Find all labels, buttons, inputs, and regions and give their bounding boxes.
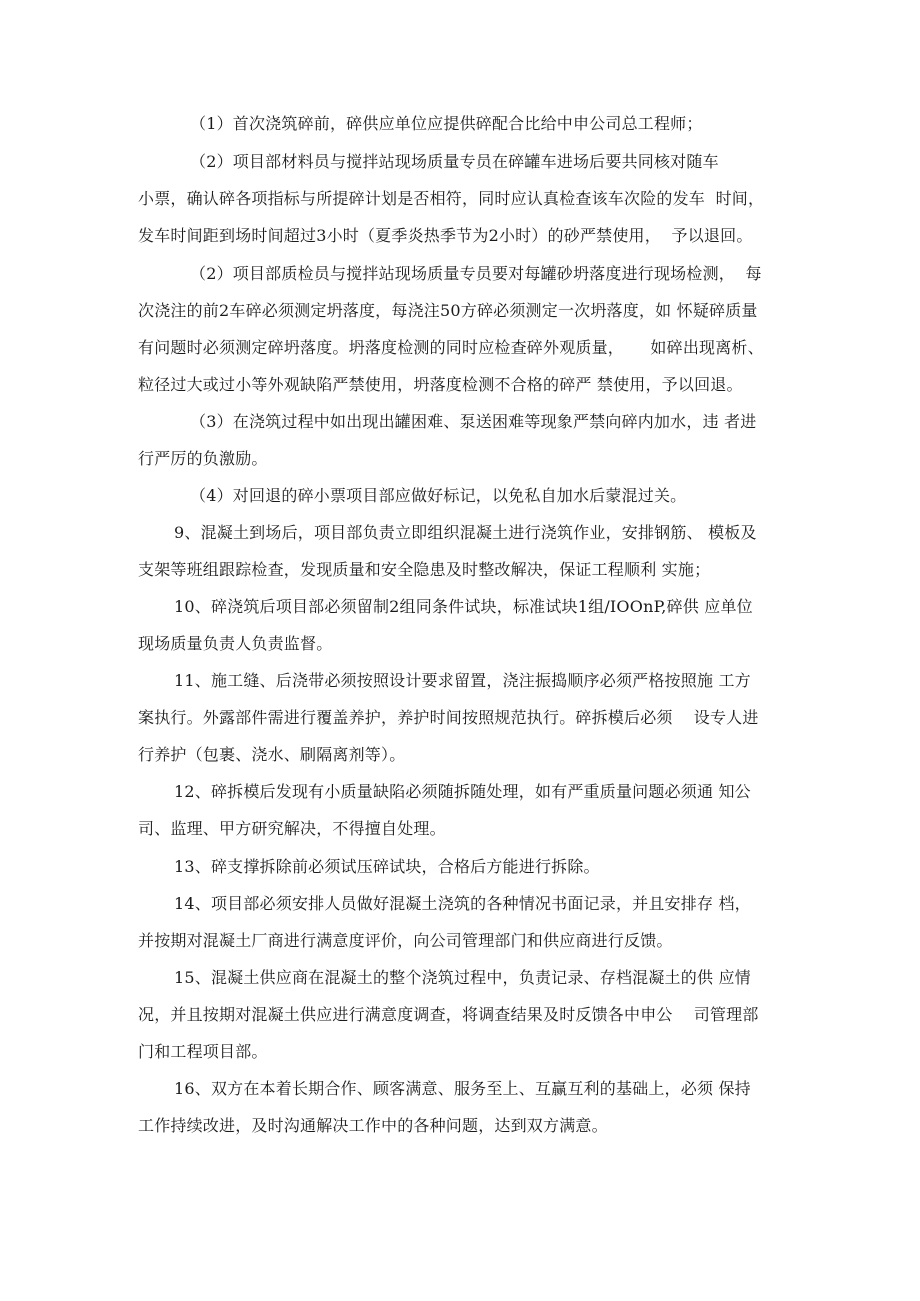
paragraph-item13-line-1: 13、碎支撑拆除前必须试压碎试块，合格后方能进行拆除。 <box>174 857 600 876</box>
paragraph-item12-line-2: 司、监理、甲方研究解决，不得擅自处理。 <box>138 819 446 838</box>
paragraph-item11-line-2: 案执行。外露部件需进行覆盖养护，养护时间按照规范执行。碎拆模后必须 设专人进 <box>138 708 759 727</box>
paragraph-item11-line-3: 行养护（包裹、浇水、刷隔离剂等）。 <box>138 745 406 764</box>
paragraph-sub2a-line-2: 小票，确认碎各项指标与所提碎计划是否相符，同时应认真检查该车次险的发车 时间， <box>138 189 765 208</box>
paragraph-item16-line-1: 16、双方在本着长期合作、顾客满意、服务至上、互赢互利的基础上，必须 保持 <box>174 1079 751 1098</box>
paragraph-sub2a-line-1: （2）项目部材料员与搅拌站现场质量专员在碎罐车进场后要共同核对随车 <box>190 152 719 171</box>
paragraph-sub3-line-2: 行严厉的负激励。 <box>138 449 268 468</box>
paragraph-item16-line-2: 工作持续改进，及时沟通解决工作中的各种问题，达到双方满意。 <box>138 1116 608 1135</box>
paragraph-sub3-line-1: （3）在浇筑过程中如出现出罐困难、泵送困难等现象严禁向碎内加水，违 者进 <box>190 412 757 431</box>
paragraph-item11-line-1: 11、施工缝、后浇带必须按照设计要求留置，浇注振捣顺序必须严格按照施 工方 <box>174 671 751 690</box>
paragraph-item10-line-1: 10、碎浇筑后项目部必须留制2组同条件试块，标准试块1组/IOOnP,碎供 应单位 <box>174 597 753 616</box>
paragraph-item15-line-1: 15、混凝土供应商在混凝土的整个浇筑过程中，负责记录、存档混凝土的供 应情 <box>174 968 751 987</box>
paragraph-item9-line-1: 9、混凝土到场后，项目部负责立即组织混凝土进行浇筑作业，安排钢筋、 模板及 <box>174 523 757 542</box>
paragraph-sub4-line-1: （4）对回退的碎小票项目部应做好标记，以免私自加水后蒙混过关。 <box>190 486 687 505</box>
paragraph-item15-line-3: 门和工程项目部。 <box>138 1042 268 1061</box>
paragraph-sub2a-line-3: 发车时间距到场时间超过3小时（夏季炎热季节为2小时）的砂严禁使用， 予以退回。 <box>138 226 753 245</box>
paragraph-sub2b-line-3: 有问题时必须测定碎坍落度。坍落度检测的同时应检查碎外观质量， 如碎出现离析、 <box>138 338 764 357</box>
paragraph-item14-line-1: 14、项目部必须安排人员做好混凝土浇筑的各种情况书面记录，并且安排存 档， <box>174 894 751 913</box>
paragraph-sub1-line-1: （1）首次浇筑碎前，碎供应单位应提供碎配合比给中申公司总工程师； <box>190 114 703 133</box>
paragraph-sub2b-line-4: 粒径过大或过小等外观缺陷严禁使用，坍落度检测不合格的碎严 禁使用，予以回退。 <box>138 375 743 394</box>
paragraph-item10-line-2: 现场质量负责人负责监督。 <box>138 634 333 653</box>
paragraph-item12-line-1: 12、碎拆模后发现有小质量缺陷必须随拆随处理，如有严重质量问题必须通 知公 <box>174 782 751 801</box>
paragraph-sub2b-line-2: 次浇注的前2车碎必须测定坍落度，每浇注50方碎必须测定一次坍落度，如 怀疑碎质量 <box>138 301 758 320</box>
paragraph-item14-line-2: 并按期对混凝土厂商进行满意度评价，向公司管理部门和供应商进行反馈。 <box>138 931 673 950</box>
paragraph-sub2b-line-1: （2）项目部质检员与搅拌站现场质量专员要对每罐砂坍落度进行现场检测， 每 <box>190 264 762 283</box>
paragraph-item9-line-2: 支架等班组跟踪检查，发现质量和安全隐患及时整改解决，保证工程顺利 实施； <box>138 560 711 579</box>
paragraph-item15-line-2: 况，并且按期对混凝土供应进行满意度调查，将调查结果及时反馈各中申公 司管理部 <box>138 1005 759 1024</box>
